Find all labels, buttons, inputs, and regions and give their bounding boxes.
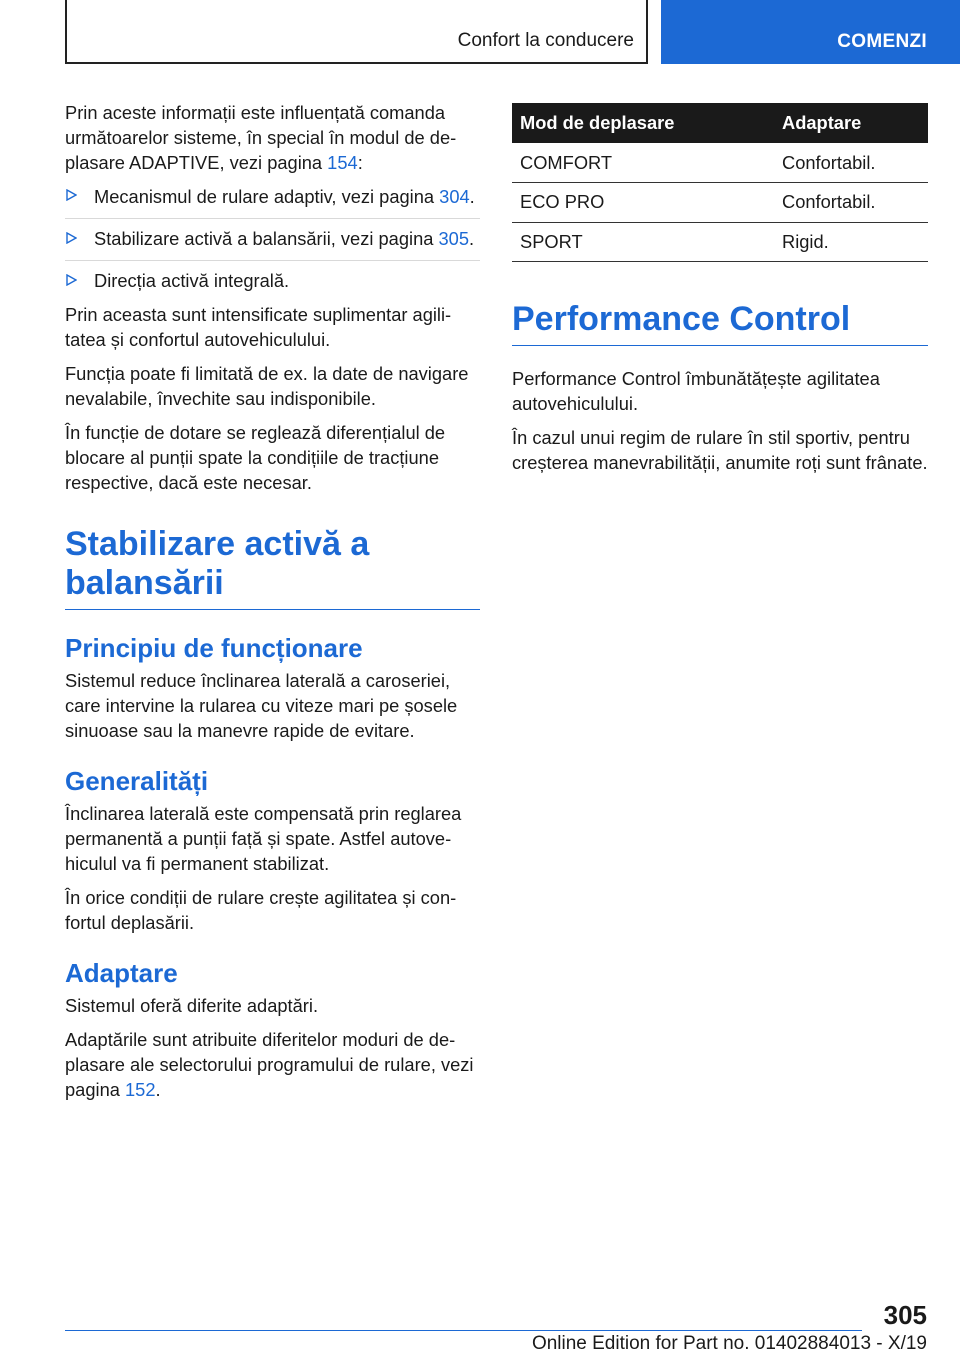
body-paragraph: Prin aceasta sunt intensificate suplimentar agilitatea și confortul autovehiculului. — [65, 304, 452, 350]
table-cell: Confortabil. — [774, 143, 928, 183]
table-row — [512, 183, 928, 223]
section-heading: Stabilizare activă a balansării — [65, 525, 480, 610]
table-cell: Rigid. — [774, 222, 928, 262]
subsection-heading: Adaptare — [65, 958, 178, 988]
table-cell: Confortabil. — [774, 183, 928, 223]
page-link[interactable]: 305 — [438, 228, 470, 249]
triangle-right-outline-icon — [66, 274, 77, 285]
subsection-heading: Generalități — [65, 766, 209, 796]
list-item: Mecanismul de rulare adaptiv, vezi pagina 304. — [65, 184, 480, 218]
body-paragraph: În cazul unui regim de rulare în stil sportiv, pentru creșterea manevrabilității, anumite roți sunt frânate. — [512, 427, 928, 473]
header-section-title: Confort la conducere — [457, 30, 634, 51]
body-paragraph: Funcția poate fi limitată de ex. la date de navigare nevalabile, învechite sau indisponibile. — [65, 363, 469, 409]
body-paragraph: În orice condiții de rulare crește agilitatea și confortul deplasării. — [65, 887, 457, 933]
footer-divider — [65, 1330, 862, 1331]
triangle-right-outline-icon — [66, 232, 77, 243]
body-paragraph: Adaptările sunt atribuite diferitelor moduri de deplasare ale selectorului programului de rulare, vezi pagina 152. — [65, 1029, 474, 1100]
table-header-cell: Adaptare — [774, 103, 928, 143]
table-row — [512, 143, 928, 183]
left-column — [65, 100, 480, 1111]
table-header-cell: Mod de deplasare — [512, 103, 774, 143]
section-heading: Performance Control — [512, 300, 928, 346]
table-cell: COMFORT — [512, 143, 774, 183]
right-column — [512, 103, 928, 484]
footer-edition: Online Edition for Part no. 01402884013 - X/19 — [531, 1333, 927, 1354]
body-paragraph: Performance Control îmbunătățește agilitatea autovehiculului. — [512, 368, 880, 414]
body-paragraph: Sistemul reduce înclinarea laterală a caroseriei, care intervine la rularea cu viteze mari pe șosele sinuoase sau la manevre rapide de evitare. — [65, 670, 458, 741]
body-paragraph: Sistemul oferă diferite adaptări. — [65, 995, 319, 1016]
table-header-row — [512, 103, 928, 143]
list-item: Stabilizare activă a balansării, vezi pagina 305. — [65, 218, 480, 260]
header-chapter-tab — [661, 0, 960, 64]
body-paragraph: În funcție de dotare se reglează diferențialul de blocare al punții spate la condițiile de tracțiune respective, dacă este necesar. — [65, 422, 446, 493]
feature-list — [65, 184, 480, 302]
drive-mode-table — [512, 103, 928, 262]
body-paragraph: Înclinarea laterală este compensată prin reglarea permanentă a punții față și spate. Astfel autovehiculul va fi permanent stabilizat. — [65, 803, 462, 874]
header-chapter-title: COMENZI — [837, 31, 927, 52]
table-cell: SPORT — [512, 222, 774, 262]
page-link[interactable]: 152 — [124, 1079, 156, 1100]
list-item: Direcția activă integrală. — [65, 260, 480, 302]
table-cell: ECO PRO — [512, 183, 774, 223]
page-number: 305 — [883, 1300, 927, 1330]
page-link[interactable]: 154 — [327, 152, 358, 173]
subsection-heading: Principiu de funcționare — [65, 633, 363, 663]
intro-paragraph: Prin aceste informații este influențată comanda următoarelor sisteme, în special în modul de deplasare ADAPTIVE, vezi pagina 154: — [65, 102, 457, 173]
header-section-box — [65, 0, 648, 64]
triangle-right-outline-icon — [66, 189, 77, 200]
page-link[interactable]: 304 — [439, 186, 470, 207]
table-row — [512, 222, 928, 262]
